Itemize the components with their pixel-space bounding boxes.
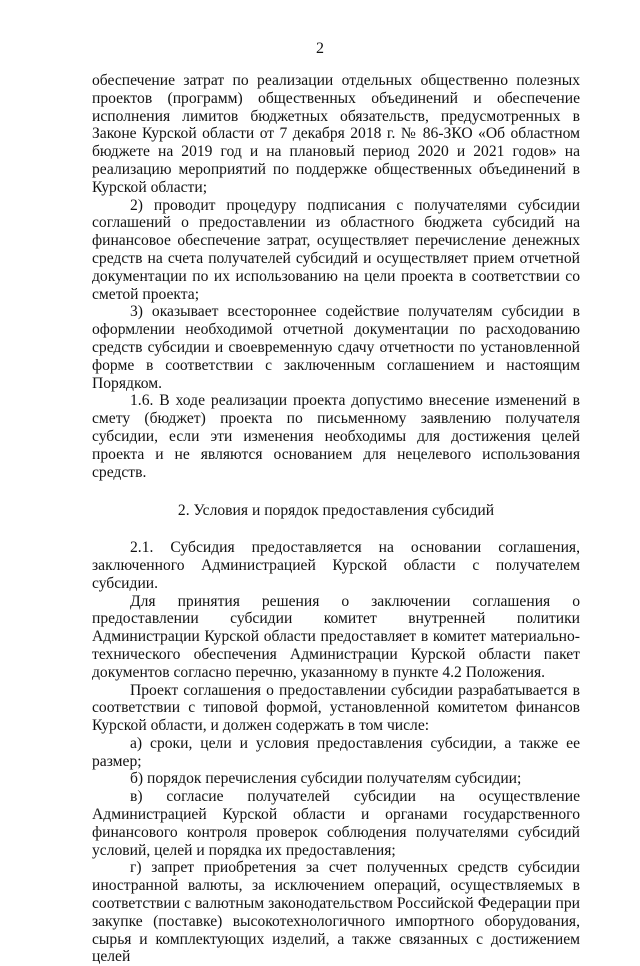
list-item-b: б) порядок перечисления субсидии получателям субсидии; (130, 770, 522, 788)
paragraph-agreement-draft: Проект соглашения о предоставлении субсидии разрабатывается в соответствии с типовой формой, установленной комитетом финансов Курской области, и должен содержать в том числе: (92, 681, 580, 735)
paragraph-item-2: 2) проводит процедуру подписания с получателями субсидии соглашений о предоставлении из областного бюджета субсидий на финансовое обеспечение затрат, осуществляет перечисление денежных средств на счета получателей субсидий и осуществляет прием отчетной документации по их использованию на цели проекта в соответствии со сметой проекта; (92, 196, 580, 303)
list-item-g: г) запрет приобретения за счет полученных средств субсидии иностранной валюты, за исключением операций, осуществляемых в соответствии с валютным законодательством Российской Федерации при закупке (поставке) высокотехнологичного импортного оборудования, сырья и комплектующих изделий, а также связанных с достижением целей (92, 859, 580, 966)
list-item-a: а) сроки, цели и условия предоставления субсидии, а также ее размер; (92, 734, 580, 770)
section-heading: 2. Условия и порядок предоставления субсидий (177, 502, 495, 520)
document-body (92, 72, 580, 966)
paragraph-continuation: обеспечение затрат по реализации отдельных общественно полезных проектов (программ) общественных объединений и обеспечение исполнения лимитов бюджетных обязательств, предусмотренных в Законе Курской области от 7 декабря 2018 г. № 86-ЗКО «Об областном бюджете на 2019 год и на плановый период 2020 и 2021 годов» на реализацию мероприятий по поддержке общественных объединений в Курской области; (92, 72, 580, 196)
paragraph-decision: Для принятия решения о заключении соглашения о предоставлении субсидии комитет внутренней политики Администрации Курской области предоставляет в комитет материально-технического обеспечения Администрации Курской области пакет документов согласно перечню, указанному в пункте 4.2 Положения. (92, 592, 580, 681)
paragraph-1-6: 1.6. В ходе реализации проекта допустимо внесение изменений в смету (бюджет) проекта по письменному заявлению получателя субсидии, если эти изменения необходимы для достижения целей проекта и не являются основанием для нецелевого использования средств. (92, 392, 580, 481)
list-item-v: в) согласие получателей субсидии на осуществление Администрацией Курской области и органами государственного финансового контроля проверок соблюдения получателями субсидий условий, целей и порядка их предоставления; (92, 788, 580, 859)
page-number: 2 (316, 40, 324, 57)
paragraph-item-3: 3) оказывает всестороннее содействие получателям субсидии в оформлении необходимой отчетной документации по расходованию средств субсидии и своевременную сдачу отчетности по установленной форме в соответствии с заключенным соглашением и настоящим Порядком. (92, 303, 580, 392)
paragraph-2-1: 2.1. Субсидия предоставляется на основании соглашения, заключенного Администрацией Курской области с получателем субсидии. (92, 539, 580, 592)
